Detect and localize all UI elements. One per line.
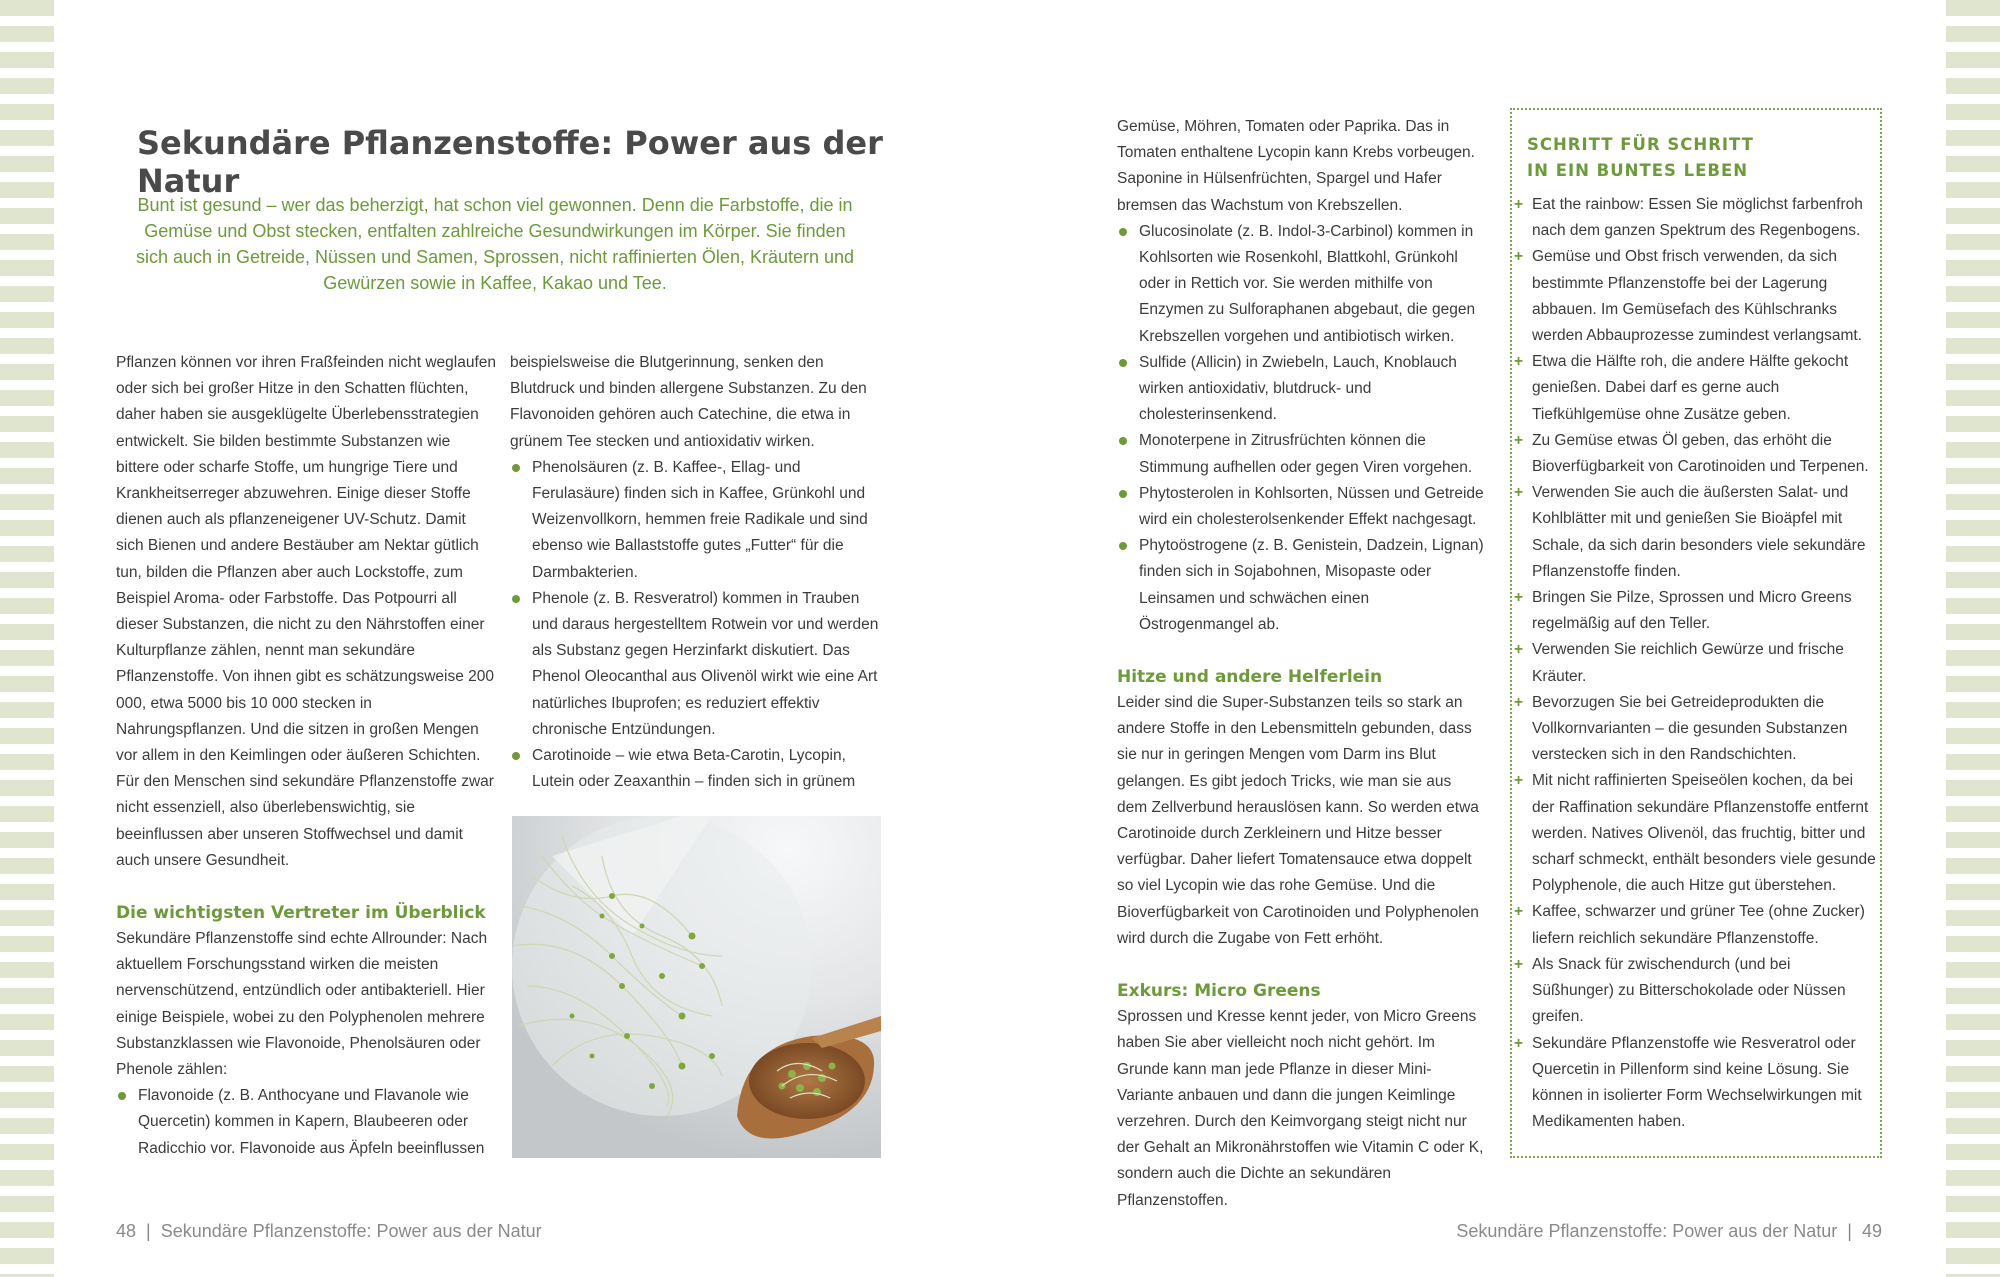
- plus-icon: +: [1514, 955, 1524, 973]
- left-stripe-decoration: [0, 0, 54, 1277]
- heat-paragraph: Leider sind die Super-Substanzen teils so stark an andere Stoffe in den Lebensmitteln gebunden, dass sie nur in geringen Mengen vom Darm ins Blut gelangen. Es gibt jedoch Tricks, wie man sie aus dem Zellverbund herauslösen kann. So werden etwa Carotinoide durch Zerkleinern und Hitze besser verfügbar. Daher liefert Tomatensauce etwa doppelt so viel Lycopin wie das rohe Gemüse. Und die Bioverfügbarkeit von Carotinoiden und Polyphenolen wird durch die Zugabe von Fett erhöht.: [1117, 694, 1479, 947]
- microgreens-paragraph: Sprossen und Kresse kennt jeder, von Micro Greens haben Sie aber vielleicht noch nicht gehört. Im Grunde kann man jede Pflanze in dieser Mini-Variante anbauen und dann die jungen Keimlinge verzehren. Durch den Keimvorgang steigt nicht nur der Gehalt an Mikronährstoffen wie Vitamin C oder K, sondern auch die Dichte an sekundären Pflanzenstoffen.: [1117, 1008, 1484, 1209]
- list-item: Phytoöstrogene (z. B. Genistein, Dadzein, Lignan) finden sich in Sojabohnen, Misopaste oder Leinsamen und schwächen einen Östrogenmangel ab.: [1117, 533, 1484, 638]
- tips-title-line-2: IN EIN BUNTES LEBEN: [1527, 161, 1749, 180]
- plus-icon: +: [1514, 772, 1524, 790]
- right-stripe-decoration: [1946, 0, 2000, 1277]
- list-item: Carotinoide – wie etwa Beta-Carotin, Lycopin, Lutein oder Zeaxanthin – finden sich in grünem: [510, 743, 882, 795]
- tip-item: + Verwenden Sie reichlich Gewürze und frische Kräuter.: [1514, 637, 1876, 689]
- plus-icon: +: [1514, 484, 1524, 502]
- list-item: Glucosinolate (z. B. Indol-3-Carbinol) kommen in Kohlsorten wie Rosenkohl, Blattkohl, Grünkohl oder in Rettich vor. Sie werden mithilfe von Enzymen zu Sulforaphanen abgebaut, die gegen Krebszellen vorgehen und antibiotisch wirken.: [1117, 219, 1484, 350]
- plus-icon: +: [1514, 641, 1524, 659]
- overview-paragraph: Sekundäre Pflanzenstoffe sind echte Allrounder: Nach aktuellem Forschungsstand wirken die meisten nervenschützend, entzündlich oder antibakteriell. Hier einige Beispiele, wobei zu den Polyphenolen mehrere Substanzklassen wie Flavonoide, Phenolsäuren oder Phenole zählen:: [116, 930, 488, 1079]
- column-2: [510, 350, 882, 795]
- list-item: Sulfide (Allicin) in Zwiebeln, Lauch, Knoblauch wirken antioxidativ, blutdruck- und cholesterinsenkend.: [1117, 350, 1484, 429]
- tips-box-title: [1527, 132, 1867, 184]
- page-title: Sekundäre Pflanzenstoffe: Power aus der Natur: [137, 124, 883, 200]
- tips-list: [1514, 192, 1876, 1135]
- plus-icon: +: [1514, 248, 1524, 266]
- tip-item: + Verwenden Sie auch die äußersten Salat- und Kohlblätter mit und genießen Sie Bioäpfel mit Schale, da sich darin besonders viele sekundäre Pflanzenstoffe finden.: [1514, 480, 1876, 585]
- plus-icon: +: [1514, 589, 1524, 607]
- tip-item: + Bevorzugen Sie bei Getreideprodukten die Vollkornvarianten – die gesunden Substanzen verstecken sich in den Randschichten.: [1514, 690, 1876, 769]
- list-item: Phenolsäuren (z. B. Kaffee-, Ellag- und Ferulasäure) finden sich in Kaffee, Grünkohl und Weizenvollkorn, hemmen freie Radikale und sind ebenso wie Ballaststoffe gutes „Futter“ für die Darmbakterien.: [510, 455, 882, 586]
- tip-item: + Mit nicht raffinierten Speiseölen kochen, da bei der Raffination sekundäre Pflanzenstoffe entfernt werden. Natives Olivenöl, das fruchtig, bitter und scharf schmeckt, enthält besonders viele gesunde Polyphenole, die auch Hitze gut überstehen.: [1514, 768, 1876, 899]
- tip-item: + Kaffee, schwarzer und grüner Tee (ohne Zucker) liefern reichlich sekundäre Pflanzenstoffe.: [1514, 899, 1876, 951]
- section-heading-overview: Die wichtigsten Vertreter im Überblick: [116, 903, 486, 924]
- column-3: [1117, 114, 1484, 1214]
- flavonoide-continuation: beispielsweise die Blutgerinnung, senken den Blutdruck und binden allergene Substanzen. Zu den Flavonoiden gehören auch Catechine, die etwa in grünem Tee stecken und antioxidativ wirken.: [510, 354, 867, 450]
- tip-item: + Zu Gemüse etwas Öl geben, das erhöht die Bioverfügbarkeit von Carotinoiden und Terpenen.: [1514, 428, 1876, 480]
- tip-item: + Bringen Sie Pilze, Sprossen und Micro Greens regelmäßig auf den Teller.: [1514, 585, 1876, 637]
- plus-icon: +: [1514, 353, 1524, 371]
- tip-item: + Gemüse und Obst frisch verwenden, da sich bestimmte Pflanzenstoffe bei der Lagerung abbauen. Im Gemüsefach des Kühlschranks werden Abbauprozesse zumindest verlangsamt.: [1514, 244, 1876, 349]
- tip-item: + Als Snack für zwischendurch (und bei Süßhunger) zu Bitterschokolade oder Nüssen greifen.: [1514, 952, 1876, 1031]
- tip-item: + Eat the rainbow: Essen Sie möglichst farbenfroh nach dem ganzen Spektrum des Regenbogens.: [1514, 192, 1876, 244]
- intro-paragraph: Pflanzen können vor ihren Fraßfeinden nicht weglaufen oder sich bei großer Hitze in den Schatten flüchten, daher haben sie ausgeklügelte Überlebensstrategien entwickelt. Sie bilden bestimmte Substanzen wie bittere oder scharfe Stoffe, um hungrige Tiere und Krankheitserreger abzuwehren. Einige dieser Stoffe dienen auch als pflanzeneigener UV-Schutz. Damit sich Bienen und andere Bestäuber am Nektar gütlich tun, bilden die Pflanzen aber auch Lockstoffe, zum Beispiel Aroma- oder Farbstoffe. Das Potpourri all dieser Substanzen, die nicht zu den Nährstoffen einer Kulturpflanze zählen, nennt man sekundäre Pflanzenstoffe. Von ihnen gibt es schätzungsweise 200 000, etwa 5000 bis 10 000 stecken in Nahrungspflanzen. Und die sitzen in großen Mengen vor allem in den Keimlingen oder äußeren Schichten. Für den Menschen sind sekundäre Pflanzenstoffe zwar nicht essenziell, also überlebenswichtig, sie beeinflussen aber unseren Stoffwechsel und damit auch unsere Gesundheit.: [116, 354, 496, 869]
- intro-text: Bunt ist gesund – wer das beherzigt, hat schon viel gewonnen. Denn die Farbstoffe, die in Gemüse und Obst stecken, entfalten zahlreiche Gesundwirkungen im Körper. Sie finden sich auch in Getreide, Nüssen und Samen, Sprossen, nicht raffinierten Ölen, Kräutern und Gewürzen sowie in Kaffee, Kakao und Tee.: [135, 195, 855, 293]
- sprouts-photo: [512, 816, 881, 1158]
- plus-icon: +: [1514, 693, 1524, 711]
- tip-item: + Sekundäre Pflanzenstoffe wie Resveratrol oder Quercetin in Pillenform sind keine Lösung. Sie können in isolierter Form Wechselwirkungen mit Medikamenten haben.: [1514, 1031, 1876, 1136]
- footer-right-page-number: Sekundäre Pflanzenstoffe: Power aus der Natur | 49: [1456, 1221, 1882, 1241]
- footer-left-page-number: 48 | Sekundäre Pflanzenstoffe: Power aus der Natur: [116, 1221, 542, 1241]
- tip-item: + Etwa die Hälfte roh, die andere Hälfte gekocht genießen. Dabei darf es gerne auch Tiefkühlgemüse ohne Zusätze geben.: [1514, 349, 1876, 428]
- list-item: Phytosterolen in Kohlsorten, Nüssen und Getreide wird ein cholesterolsenkender Effekt nachgesagt.: [1117, 481, 1484, 533]
- list-item: Phenole (z. B. Resveratrol) kommen in Trauben und daraus hergestelltem Rotwein vor und werden als Substanz gegen Herzinfarkt diskutiert. Das Phenol Oleocanthal aus Olivenöl wirkt wie eine Art natürliches Ibuprofen; es reduziert effektiv chronische Entzündungen.: [510, 586, 882, 743]
- carotinoide-continuation: Gemüse, Möhren, Tomaten oder Paprika. Das in Tomaten enthaltene Lycopin kann Krebs vorbeugen. Saponine in Hülsenfrüchten, Spargel und Hafer bremsen das Wachstum von Krebszellen.: [1117, 118, 1475, 214]
- tips-title-line-1: SCHRITT FÜR SCHRITT: [1527, 135, 1754, 154]
- section-heading-heat: Hitze und andere Helferlein: [1117, 667, 1383, 688]
- column-1: [116, 350, 496, 1162]
- substance-list: [510, 455, 882, 796]
- substance-list: [116, 1083, 496, 1162]
- section-heading-microgreens: Exkurs: Micro Greens: [1117, 981, 1321, 1002]
- list-item: Monoterpene in Zitrusfrüchten können die Stimmung aufhellen oder gegen Viren vorgehen.: [1117, 428, 1484, 480]
- substance-list: [1117, 219, 1484, 638]
- sprouts-illustration: [512, 816, 881, 1158]
- plus-icon: +: [1514, 1034, 1524, 1052]
- list-item-flavonoide: Flavonoide (z. B. Anthocyane und Flavanole wie Quercetin) kommen in Kapern, Blaubeeren oder Radicchio vor. Flavonoide aus Äpfeln beeinflussen: [116, 1083, 496, 1162]
- plus-icon: +: [1514, 903, 1524, 921]
- plus-icon: +: [1514, 196, 1524, 213]
- plus-icon: +: [1514, 431, 1524, 449]
